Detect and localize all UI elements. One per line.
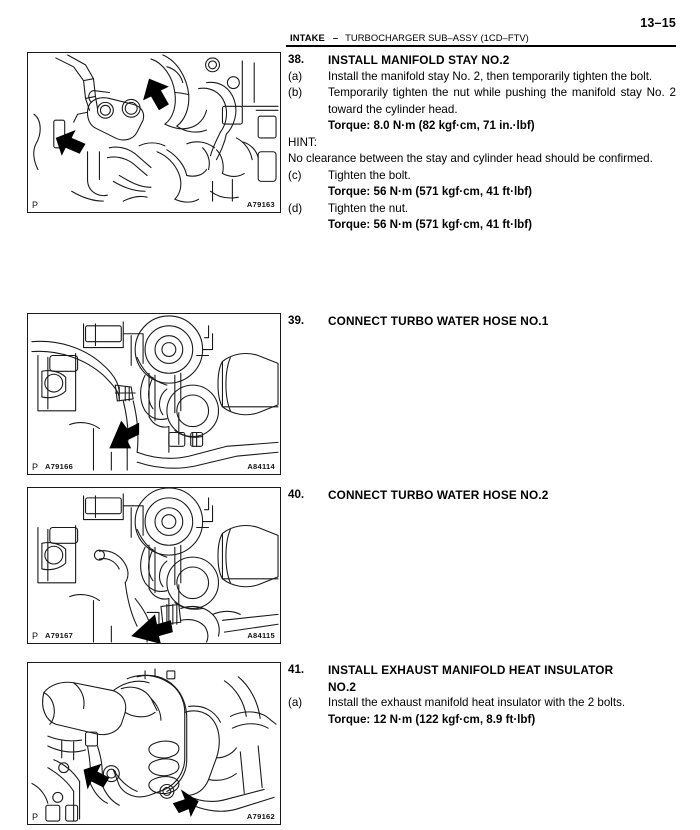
figure-exhaust-manifold-heat-insulator-no2 bbox=[27, 662, 281, 825]
step-40-heading bbox=[288, 487, 676, 504]
step-38-item-b-text: Temporarily tighten the nut while pushing the manifold stay No. 2 toward the cylinder head. bbox=[328, 86, 676, 116]
callout-arrows bbox=[56, 79, 169, 156]
figure-turbo-water-hose-no2 bbox=[27, 487, 281, 644]
step-40-number: 40. bbox=[288, 488, 305, 501]
figure-3-code-left: A79167 bbox=[45, 631, 74, 640]
step-39-title: CONNECT TURBO WATER HOSE NO.1 bbox=[328, 314, 549, 328]
header-subject: TURBOCHARGER SUB–ASSY (1CD–FTV) bbox=[345, 32, 529, 43]
step-38-item-d-text: Tighten the nut. bbox=[328, 201, 409, 215]
callout-arrows bbox=[109, 421, 139, 449]
figure-2-p-mark: P bbox=[32, 462, 39, 472]
step-block-39 bbox=[288, 313, 676, 330]
step-38-title: INSTALL MANIFOLD STAY NO.2 bbox=[328, 53, 510, 67]
step-block-38 bbox=[288, 52, 676, 234]
figure-turbo-water-hose-no1-artwork bbox=[28, 314, 280, 474]
step-38-item-b bbox=[288, 85, 676, 118]
figure-manifold-stay-no2-artwork bbox=[28, 53, 280, 212]
step-38-item-a-text: Install the manifold stay No. 2, then temporarily tighten the bolt. bbox=[328, 69, 653, 83]
step-38-number: 38. bbox=[288, 53, 305, 66]
figure-exhaust-manifold-heat-insulator-no2-artwork bbox=[28, 663, 280, 824]
step-39-heading bbox=[288, 313, 676, 330]
step-41-number: 41. bbox=[288, 663, 305, 676]
step-38-item-c-torque: Torque: 56 N·m (571 kgf·cm, 41 ft·lbf) bbox=[328, 185, 532, 198]
header-section: INTAKE bbox=[290, 32, 325, 43]
step-block-41 bbox=[288, 662, 676, 728]
step-41-title-line-2: NO.2 bbox=[328, 679, 357, 694]
figure-4-code-right: A79162 bbox=[246, 812, 275, 821]
step-38-item-a bbox=[288, 69, 676, 86]
step-38-item-c-text: Tighten the bolt. bbox=[328, 168, 411, 182]
step-38-hint-heading: HINT: bbox=[288, 135, 317, 149]
figure-manifold-stay-no2 bbox=[27, 52, 281, 213]
figure-3-p-mark: P bbox=[32, 631, 39, 641]
page-number: 13–15 bbox=[640, 16, 676, 30]
step-38-hint-text: No clearance between the stay and cylinder head should be confirmed. bbox=[288, 152, 653, 165]
step-38-item-d bbox=[288, 201, 676, 218]
step-38-item-b-label: (b) bbox=[288, 86, 303, 99]
step-41-item-a bbox=[288, 695, 676, 712]
step-41-item-a-text: Install the exhaust manifold heat insulator with the 2 bolts. bbox=[328, 696, 626, 709]
step-40-title: CONNECT TURBO WATER HOSE NO.2 bbox=[328, 488, 549, 502]
figure-2-code-left: A79166 bbox=[45, 462, 74, 471]
step-41-item-a-torque: Torque: 12 N·m (122 kgf·cm, 8.9 ft·lbf) bbox=[328, 712, 536, 726]
step-39-number: 39. bbox=[288, 314, 305, 327]
figure-2-code-right: A84114 bbox=[247, 462, 275, 471]
header-rule bbox=[286, 45, 676, 47]
step-block-40 bbox=[288, 487, 676, 504]
step-41-title-line-1: INSTALL EXHAUST MANIFOLD HEAT INSULATOR bbox=[328, 663, 614, 677]
figure-1-code-right: A79163 bbox=[246, 200, 275, 209]
header-separator: – bbox=[332, 32, 339, 43]
step-38-item-c-label: (c) bbox=[288, 168, 302, 182]
step-38-item-a-label: (a) bbox=[288, 69, 303, 83]
header-breadcrumb bbox=[290, 32, 529, 45]
step-38-item-c bbox=[288, 168, 676, 185]
figure-turbo-water-hose-no2-artwork bbox=[28, 488, 280, 643]
step-41-heading bbox=[288, 662, 676, 679]
page-header bbox=[0, 0, 700, 46]
figure-4-p-mark: P bbox=[32, 812, 39, 822]
figure-1-p-mark: P bbox=[32, 200, 39, 210]
step-38-item-d-label: (d) bbox=[288, 201, 303, 215]
figure-3-code-right: A84115 bbox=[247, 631, 275, 640]
step-41-item-a-label: (a) bbox=[288, 696, 303, 709]
step-38-item-b-torque: Torque: 8.0 N·m (82 kgf·cm, 71 in.·lbf) bbox=[328, 119, 535, 132]
step-38-item-d-torque: Torque: 56 N·m (571 kgf·cm, 41 ft·lbf) bbox=[328, 218, 532, 231]
figure-turbo-water-hose-no1 bbox=[27, 313, 281, 475]
step-38-heading bbox=[288, 52, 676, 69]
